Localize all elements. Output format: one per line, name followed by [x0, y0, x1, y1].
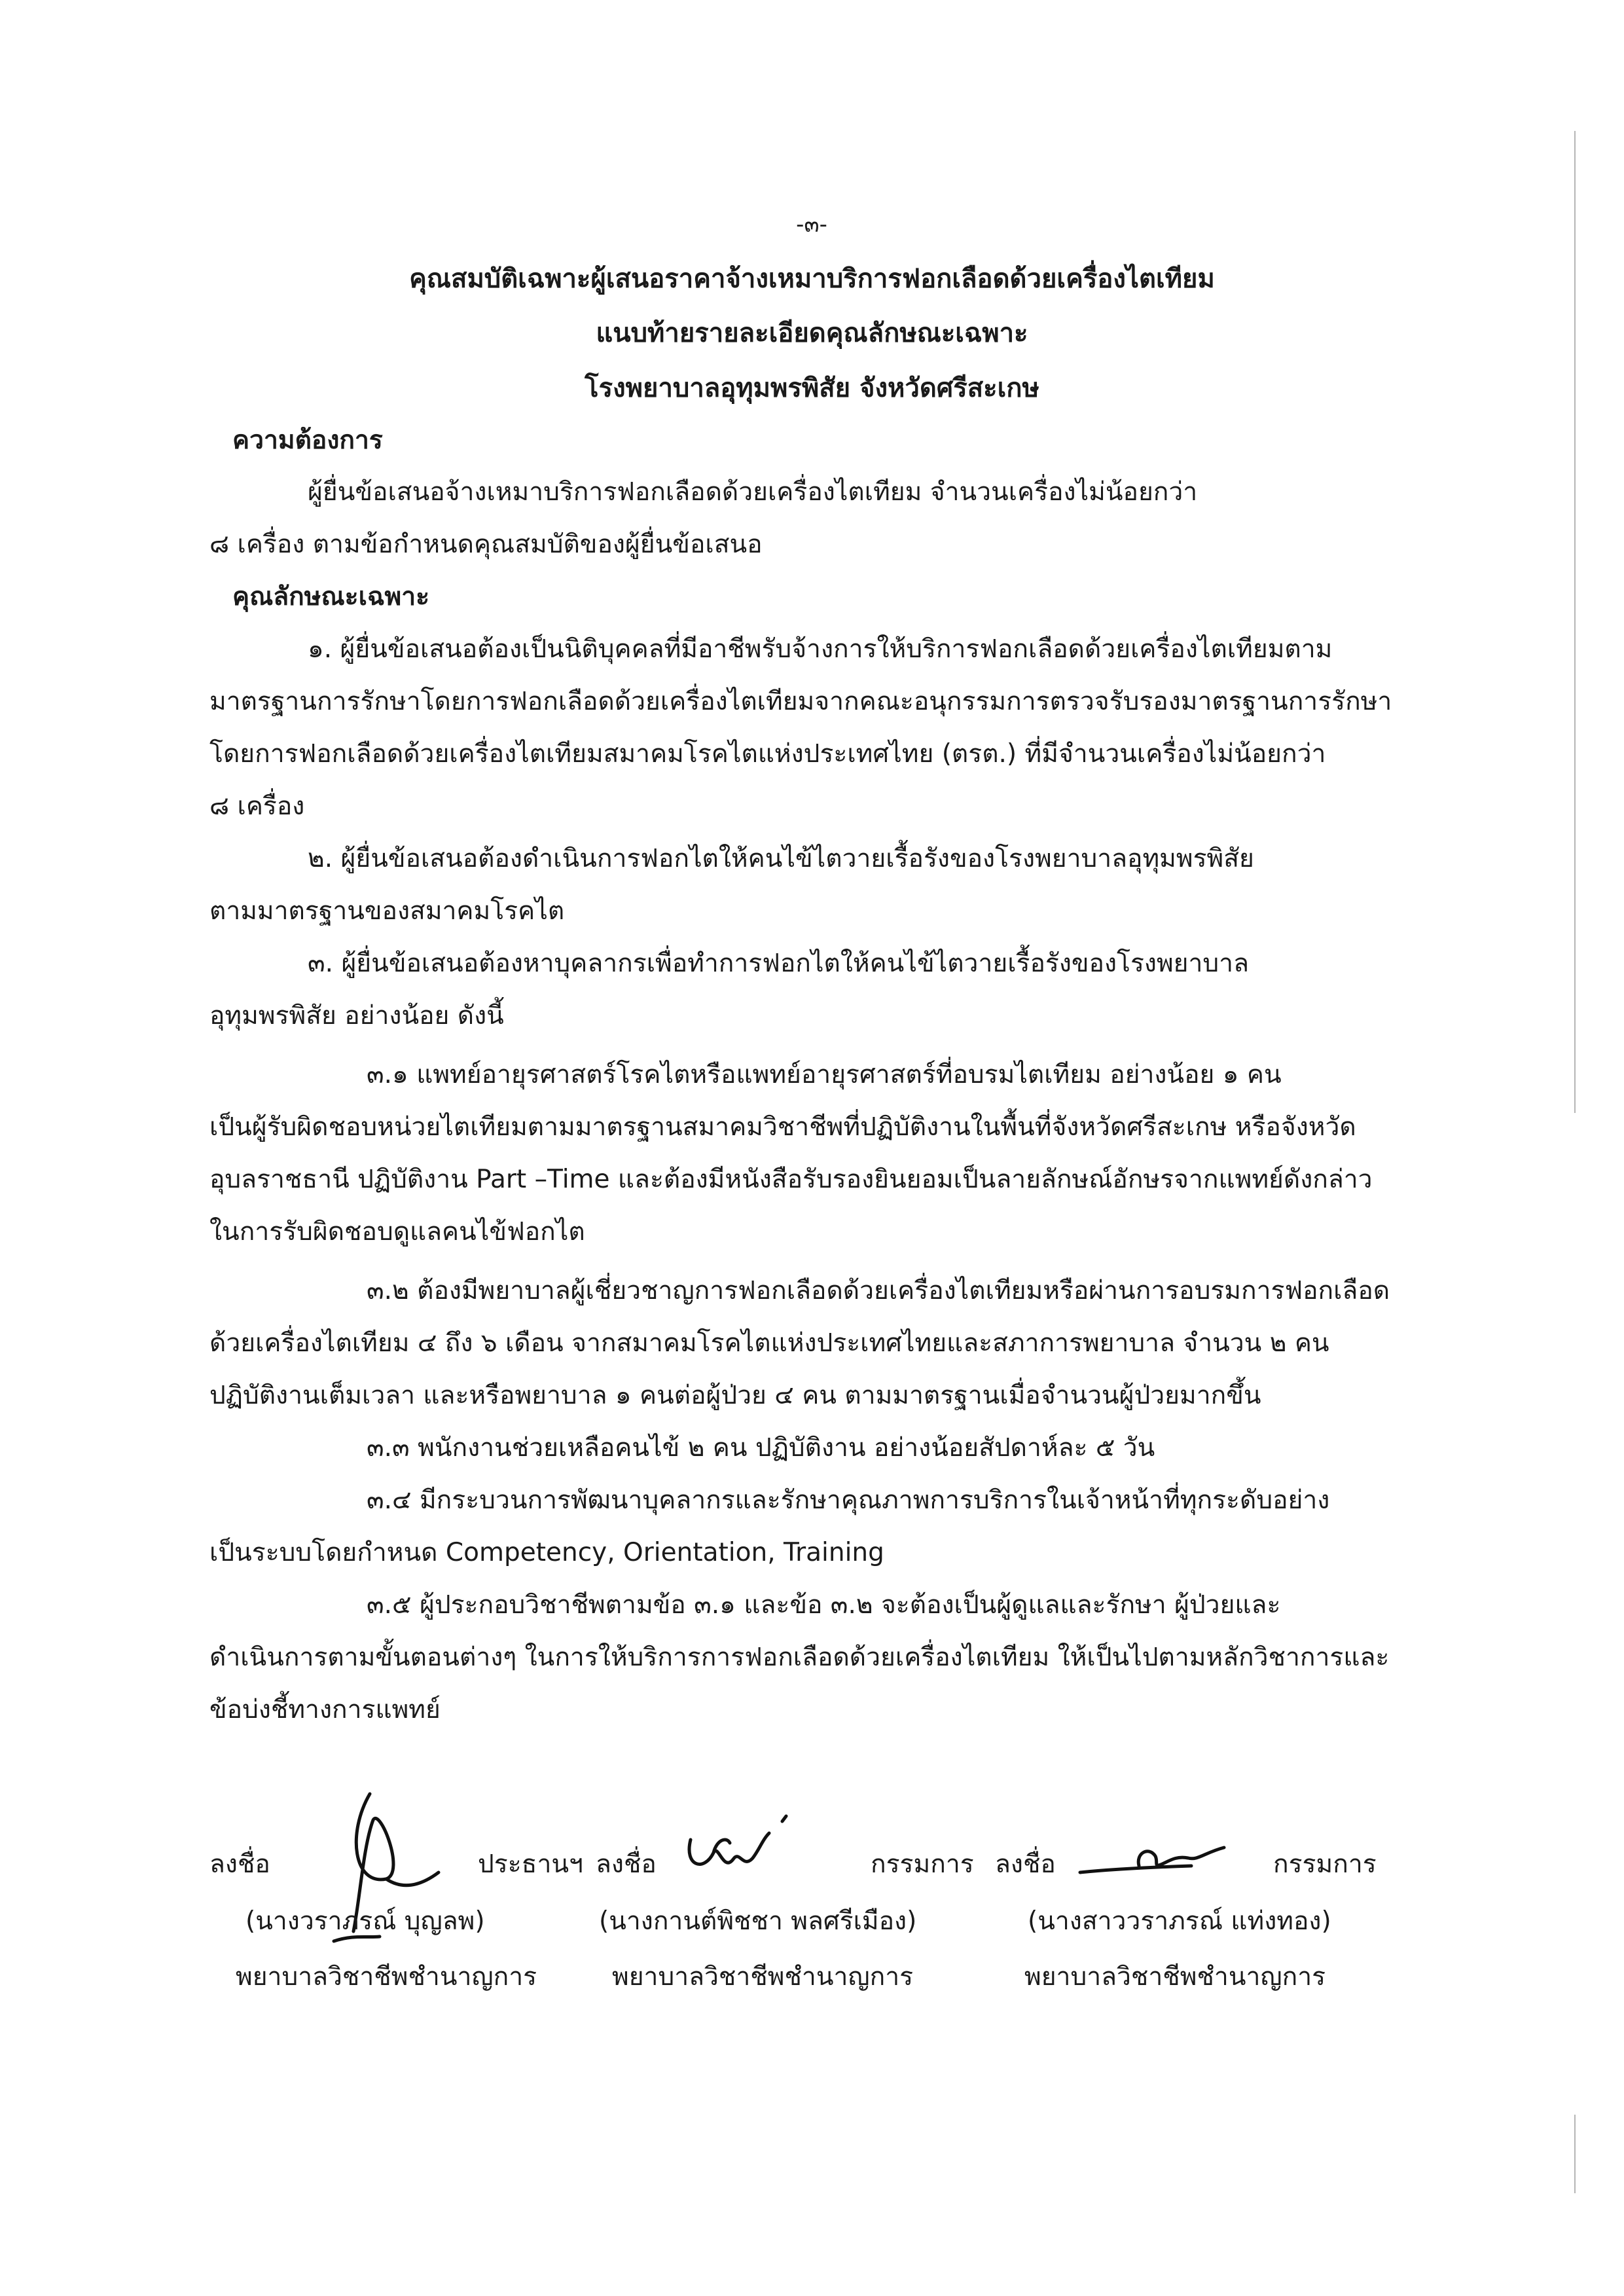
spec-item-3-line: ๓. ผู้ยื่นข้อเสนอต้องหาบุคลากรเพื่อทำการฟอกไตให้คนไข้ไตวายเรื้อรังของโรงพยาบาล [308, 949, 1249, 978]
requirements-line: ผู้ยื่นข้อเสนอจ้างเหมาบริการฟอกเลือดด้วยเครื่องไตเทียม จำนวนเครื่องไม่น้อยกว่า [308, 477, 1198, 507]
spec-item-1-line: โดยการฟอกเลือดด้วยเครื่องไตเทียมสมาคมโรคไตแห่งประเทศไทย (ตรต.) ที่มีจำนวนเครื่องไม่น้อยกว่า [209, 739, 1326, 769]
signer-position: พยาบาลวิชาชีพชำนาญการ [236, 1962, 537, 1992]
spec-item-1-line: มาตรฐานการรักษาโดยการฟอกเลือดด้วยเครื่องไตเทียมจากคณะอนุกรรมการตรวจรับรองมาตรฐานการรักษา [209, 687, 1392, 716]
spec-item-3-line: อุทุมพรพิสัย อย่างน้อย ดังนี้ [209, 1001, 504, 1030]
spec-item-3-5-line: ข้อบ่งชี้ทางการแพทย์ [209, 1695, 441, 1724]
spec-item-3-2-line: ด้วยเครื่องไตเทียม ๔ ถึง ๖ เดือน จากสมาคมโรคไตแห่งประเทศไทยและสภาการพยาบาล จำนวน ๒ คน [209, 1328, 1329, 1358]
spec-item-2-line: ๒. ผู้ยื่นข้อเสนอต้องดำเนินการฟอกไตให้คนไข้ไตวายเรื้อรังของโรงพยาบาลอุทุมพรพิสัย [308, 844, 1254, 873]
scan-edge-line [1574, 2115, 1576, 2193]
spec-item-3-5-line: ดำเนินการตามขั้นตอนต่างๆ ในการให้บริการการฟอกเลือดด้วยเครื่องไตเทียม ให้เป็นไปตามหลักวิชาการและ [209, 1643, 1390, 1672]
signer-name: (นางกานต์พิชชา พลศรีเมือง) [599, 1906, 917, 1936]
signer-role: กรรมการ [871, 1850, 974, 1879]
spec-item-3-3-line: ๓.๓ พนักงานช่วยเหลือคนไข้ ๒ คน ปฏิบัติงาน อย่างน้อยสัปดาห์ละ ๕ วัน [367, 1433, 1155, 1463]
signer-name: (นางสาววราภรณ์ แท่งทอง) [1028, 1906, 1331, 1936]
signer-name: (นางวราภรณ์ บุญลพ) [245, 1906, 485, 1936]
spec-item-3-2-line: ปฏิบัติงานเต็มเวลา และหรือพยาบาล ๑ คนต่อผู้ป่วย ๔ คน ตามมาตรฐานเมื่อจำนวนผู้ป่วยมากขึ้น [209, 1381, 1261, 1410]
document-title-line-3: โรงพยาบาลอุทุมพรพิสัย จังหวัดศรีสะเกษ [585, 373, 1039, 403]
spec-item-3-1-line: อุบลราชธานี ปฏิบัติงาน Part –Time และต้องมีหนังสือรับรองยินยอมเป็นลายลักษณ์อักษรจากแพทย์ดังกล่าว [209, 1165, 1373, 1194]
sign-label: ลงชื่อ [995, 1850, 1056, 1879]
spec-item-3-4-line: ๓.๔ มีกระบวนการพัฒนาบุคลากรและรักษาคุณภาพการบริการในเจ้าหน้าที่ทุกระดับอย่าง [367, 1485, 1330, 1515]
handwritten-signature-2 [677, 1813, 808, 1892]
specifications-heading: คุณลักษณะเฉพาะ [232, 582, 430, 611]
signer-position: พยาบาลวิชาชีพชำนาญการ [1024, 1962, 1326, 1992]
spec-item-3-5-line: ๓.๕ ผู้ประกอบวิชาชีพตามข้อ ๓.๑ และข้อ ๓.๒ จะต้องเป็นผู้ดูแลและรักษา ผู้ป่วยและ [367, 1590, 1281, 1620]
spec-item-3-2-line: ๓.๒ ต้องมีพยาบาลผู้เชี่ยวชาญการฟอกเลือดด้วยเครื่องไตเทียมหรือผ่านการอบรมการฟอกเลือด [367, 1276, 1390, 1305]
spec-item-3-1-line: ๓.๑ แพทย์อายุรศาสตร์โรคไตหรือแพทย์อายุรศาสตร์ที่อบรมไตเทียม อย่างน้อย ๑ คน [367, 1060, 1282, 1089]
spec-item-3-4-line: เป็นระบบโดยกำหนด Competency, Orientation, Training [209, 1538, 884, 1567]
document-title-line-1: คุณสมบัติเฉพาะผู้เสนอราคาจ้างเหมาบริการฟอกเลือดด้วยเครื่องไตเทียม [409, 264, 1215, 294]
document-title-line-2: แนบท้ายรายละเอียดคุณลักษณะเฉพาะ [596, 318, 1028, 348]
spec-item-3-1-line: ในการรับผิดชอบดูแลคนไข้ฟอกไต [209, 1217, 585, 1247]
sign-label: ลงชื่อ [596, 1850, 657, 1879]
spec-item-1-line: ๘ เครื่อง [209, 792, 305, 821]
spec-item-3-1-line: เป็นผู้รับผิดชอบหน่วยไตเทียมตามมาตรฐานสมาคมวิชาชีพที่ปฏิบัติงานในพื้นที่จังหวัดศรีสะเกษ หรือจังหวัด [209, 1112, 1356, 1142]
requirements-heading: ความต้องการ [232, 426, 383, 455]
handwritten-signature-3 [1074, 1833, 1244, 1892]
spec-item-2-line: ตามมาตรฐานของสมาคมโรคไต [209, 896, 565, 926]
signer-role: กรรมการ [1273, 1850, 1377, 1879]
signer-position: พยาบาลวิชาชีพชำนาญการ [612, 1962, 914, 1992]
spec-item-1-line: ๑. ผู้ยื่นข้อเสนอต้องเป็นนิติบุคคลที่มีอาชีพรับจ้างการให้บริการฟอกเลือดด้วยเครื่องไตเทียมตาม [308, 634, 1333, 664]
signer-role: ประธานฯ [478, 1850, 583, 1879]
sign-label: ลงชื่อ [209, 1850, 270, 1879]
requirements-line: ๘ เครื่อง ตามข้อกำหนดคุณสมบัติของผู้ยื่นข้อเสนอ [209, 530, 763, 559]
page-number: -๓- [796, 211, 827, 238]
